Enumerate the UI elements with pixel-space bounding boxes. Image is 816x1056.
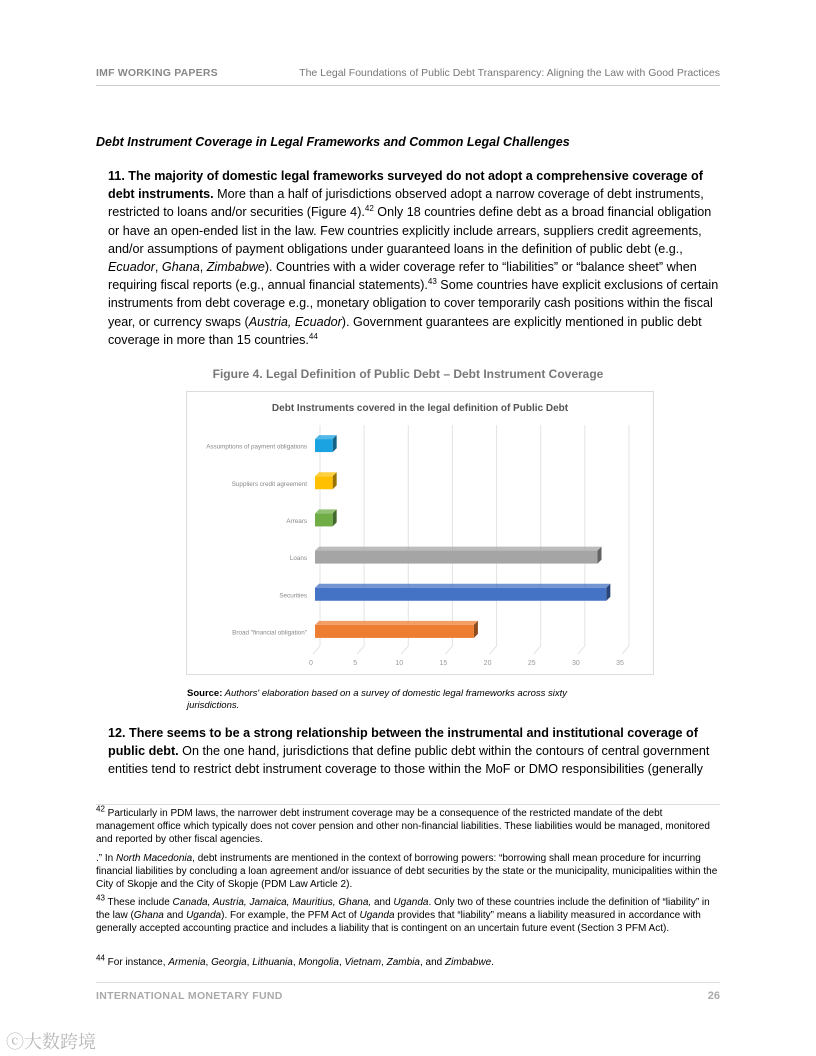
y-category-label: Securities: [279, 592, 307, 600]
bar-0: [315, 439, 333, 452]
text-run: 12. There seems to be a strong relationship between the instrumental and institutional coverage of public debt.: [108, 726, 698, 759]
footnote-ref: 42: [96, 804, 105, 814]
gridline-foot: [622, 646, 629, 654]
text-run: On the one hand, jurisdictions that define public debt within the contours of central government entities tend to restrict debt instrument coverage to those within the MoF or DMO responsibilities (generally: [108, 744, 710, 777]
text-run: ,: [205, 957, 212, 968]
section-heading: Debt Instrument Coverage in Legal Frameworks and Common Legal Challenges: [96, 135, 570, 149]
text-run: Uganda: [359, 909, 395, 921]
y-category-label: Arrears: [286, 517, 307, 525]
text-run: Particularly in PDM laws, the narrower debt instrument coverage may be a consequence of the restricted mandate of the debt management office which typically does not cover pension and other non-financial liabilities. These liabilities would be managed, monitored and reported by other fiscal agencies.: [96, 808, 710, 845]
text-run: and: [371, 897, 394, 908]
source-text: Authors' elaboration based on a survey of domestic legal frameworks across sixty jurisdictions.: [187, 688, 568, 711]
text-run: These include: [104, 897, 173, 908]
footnote-ref: 44: [96, 953, 105, 963]
x-tick-label: 25: [527, 660, 536, 667]
text-run: Georgia: [211, 957, 247, 968]
gridline-foot: [490, 646, 497, 654]
text-run: More than a half of jurisdictions observed adopt a narrow coverage of debt instruments, restricted to loans and/or securities (Figure 4).: [108, 187, 704, 220]
text-run: Ghana: [133, 909, 164, 921]
x-tick-label: 10: [395, 660, 404, 667]
paragraph-11: [108, 167, 720, 349]
text-run: ). Countries with a wider coverage refer to “liabilities” or “balance sheet” when requiring fiscal reports (e.g., annual financial statements).: [108, 260, 697, 293]
text-run: Austria, Ecuador: [248, 314, 342, 329]
text-run: Ghana: [161, 260, 200, 275]
text-run: ,: [381, 957, 387, 968]
bar-5: [315, 625, 474, 638]
figure-title: Figure 4. Legal Definition of Public Debt – Debt Instrument Coverage: [212, 367, 604, 381]
text-run: North Macedonia: [116, 853, 193, 864]
text-run: .: [491, 957, 494, 968]
text-run: Armenia: [168, 957, 206, 968]
bar-1: [315, 476, 333, 489]
footer-divider: [96, 982, 720, 983]
text-run: Uganda: [186, 909, 222, 921]
gridline-foot: [357, 646, 364, 654]
footnote-42: [96, 804, 720, 846]
text-run: , debt instruments are mentioned in the context of borrowing powers: “borrowing shall mean procedure for incurring financial liabilities by concluding a loan agreement and/or issuance of debt securities by the state or the municipality, municipalities within the City of Skopje and the City of Skopje (PDM Law Article 2).: [96, 853, 718, 890]
gridline-foot: [313, 646, 320, 654]
text-run: 11. The majority of domestic legal frameworks surveyed do not adopt a comprehensive coverage of debt instruments.: [108, 169, 703, 202]
text-run: Zambia: [386, 957, 420, 968]
footnote-continued: [96, 853, 720, 891]
text-run: Only 18 countries define debt as a broad financial obligation or have an open-ended list in the law. Few countries explicitly include arrears, suppliers credit agreements, and/or assumptions of payment obligations under guaranteed loans in the definition of public debt (e.g.,: [108, 205, 712, 256]
y-category-label: Loans: [289, 555, 307, 563]
text-run: Vietnam: [344, 957, 382, 968]
footnote-ref: 44: [308, 331, 318, 341]
x-tick-label: 30: [571, 660, 580, 667]
text-run: Zimbabwe: [206, 260, 265, 275]
text-run: Zimbabwe: [445, 957, 492, 968]
text-run: Lithuania: [252, 957, 293, 968]
text-run: ). For example, the PFM Act of: [221, 909, 360, 921]
watermark-logo: ⓒ大数跨境: [6, 1032, 96, 1052]
text-run: ,: [154, 260, 162, 275]
bar-top: [315, 621, 478, 625]
footnote-ref: 43: [427, 277, 437, 287]
footnote-ref: 42: [364, 204, 374, 214]
text-run: Ecuador: [108, 260, 155, 275]
footnote-divider: [96, 804, 720, 805]
text-run: ). Government guarantees are explicitly mentioned in public debt coverage in more than 15 countries.: [108, 314, 702, 347]
bar-top: [315, 584, 610, 588]
text-run: Canada, Austria, Jamaica, Mauritius, Ghana,: [172, 897, 372, 908]
bar-top: [315, 547, 602, 551]
text-run: Uganda: [393, 897, 429, 908]
x-tick-label: 20: [483, 660, 492, 667]
bar-4: [315, 588, 606, 601]
text-run: provides that “liability” means a liability measured in accordance with generally accepted accounting practice and includes a liability that is contingent on an uncertain future event (Section 3 PFM Act).: [96, 909, 701, 934]
paragraph-12: [108, 724, 720, 779]
footnote-43: [96, 893, 720, 935]
text-run: For instance,: [104, 957, 169, 968]
text-run: ,: [199, 260, 207, 275]
text-run: Some countries have explicit exclusions of certain instruments from debt coverage e.g., monetary obligation to cover temporarily cash positions within the fiscal year, or currency swaps (: [108, 278, 719, 329]
text-run: . Only two of these countries include the definition of “liability” in the law (: [96, 897, 710, 921]
x-tick-label: 5: [353, 660, 358, 667]
figure-source: [187, 688, 617, 712]
running-header-title: The Legal Foundations of Public Debt Transparency: Aligning the Law with Good Practices: [299, 67, 720, 79]
chart-title: Debt Instruments covered in the legal definition of Public Debt: [271, 403, 569, 414]
source-label: Source:: [187, 688, 223, 699]
text-run: ,: [338, 957, 345, 968]
y-category-label: Assumptions of payment obligations: [206, 443, 307, 451]
text-run: ,: [246, 957, 253, 968]
footer-organization: INTERNATIONAL MONETARY FUND: [96, 990, 283, 1002]
gridline-foot: [534, 646, 541, 654]
bar-3: [315, 551, 598, 564]
y-category-label: Broad "financial obligation": [232, 629, 307, 637]
text-run: Mongolia: [298, 957, 339, 968]
bar-2: [315, 513, 333, 526]
gridline-foot: [578, 646, 585, 654]
gridline-foot: [445, 646, 452, 654]
x-tick-label: 15: [439, 660, 448, 667]
x-tick-label: 35: [616, 660, 624, 667]
text-run: and: [163, 909, 187, 921]
header-divider: [96, 85, 720, 86]
text-run: , and: [419, 957, 445, 968]
chart-svg: [187, 392, 653, 674]
bar-chart: [186, 391, 654, 675]
x-tick-label: 0: [309, 660, 313, 667]
y-category-label: Suppliers credit agreement: [231, 480, 307, 488]
footnote-44: [96, 953, 720, 970]
running-header-series: IMF WORKING PAPERS: [96, 67, 218, 79]
text-run: .” In: [96, 853, 117, 864]
page-number: 26: [707, 990, 720, 1002]
gridline-foot: [401, 646, 408, 654]
footnote-ref: 43: [96, 893, 105, 903]
text-run: ,: [292, 957, 299, 968]
